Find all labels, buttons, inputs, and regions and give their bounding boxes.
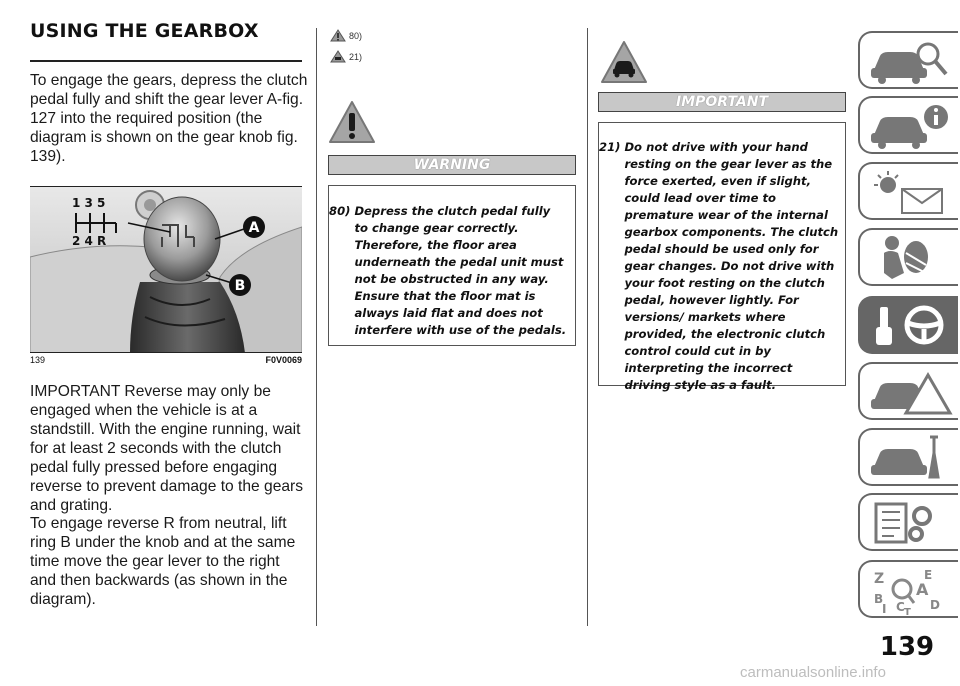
tab-specifications[interactable] [858,493,958,551]
title-underline [30,60,302,62]
section-title: USING THE GEARBOX [30,20,259,42]
important-box [598,122,846,392]
reference-80-label: 80) [349,30,363,41]
warning-item-number: 80) [329,204,351,218]
tab-car-emergency[interactable] [858,362,958,420]
svg-text:I: I [882,602,887,615]
watermark: carmanualsonline.info [740,664,886,681]
specifications-icon [866,498,958,548]
figure-code: F0V0069 [265,355,302,365]
tab-key-steering-wheel[interactable] [858,296,958,354]
svg-text:D: D [930,598,940,612]
paragraph-engage-reverse: To engage reverse R from neutral, lift ring B under the knob and at the same time move the gear lever to the right and then backwards (as shown in the diagram). [30,515,296,608]
important-heading: IMPORTANT [598,92,846,112]
svg-text:T: T [904,607,911,615]
tab-car-info[interactable] [858,96,958,154]
seat-airbag-icon [866,233,958,283]
car-hazard-triangle-icon [600,40,648,84]
warning-item-80 [329,203,567,339]
alphabetical-index-icon [866,565,958,615]
tab-car-maintenance[interactable] [858,428,958,486]
svg-text:C: C [896,600,905,614]
reference-21-label: 21) [349,51,363,62]
svg-text:B: B [874,592,884,606]
car-search-icon [866,36,958,86]
warning-triangle-icon [330,29,346,42]
warning-item-text: Depress the clutch pedal fully to change gear correctly. Therefore, the floor area underneath the pedal unit must not be obstructed in any way. Ensure that the floor mat is always laid flat and does not interfere with use of the pedals. [354,204,567,337]
figure-number: 139 [30,355,46,365]
car-maintenance-icon [866,433,958,483]
gear-knob-figure [30,186,302,353]
warning-triangle-icon [328,100,376,144]
svg-text:A: A [916,580,929,599]
column-divider-2 [587,28,588,626]
column-divider-1 [316,28,317,626]
gear-pattern-bottom: 2 4 R [72,234,107,248]
car-emergency-icon [866,367,958,417]
car-triangle-icon [330,50,346,63]
tab-alphabetical-index[interactable] [858,560,958,618]
tab-car-search[interactable] [858,31,958,89]
warning-lights-icon [866,167,958,217]
gear-pattern-top: 1 3 5 [72,196,106,210]
tab-seat-airbag[interactable] [858,228,958,286]
warning-box [328,185,576,346]
important-item-number: 21) [599,140,621,154]
paragraph-engage-gears: To engage the gears, depress the clutch pedal fully and shift the gear lever A-fig. 127 into the required position (the diagram is shown on the gear knob fig. 139). [30,72,308,165]
callout-a-label: A [248,220,260,236]
warning-heading: WARNING [328,155,576,175]
reference-important-21[interactable] [330,50,362,63]
page-number: 139 [879,632,935,662]
svg-text:Z: Z [874,571,885,587]
reference-warning-80[interactable] [330,29,362,42]
paragraph-reverse-important: IMPORTANT Reverse may only be engaged when the vehicle is at a standstill. With the engine running, wait for at least 2 seconds with the clutch pedal fully pressed before engaging reverse to prevent damage to the gears and grating. [30,383,304,514]
important-item-21 [599,139,839,394]
svg-text:E: E [924,568,933,582]
key-steering-wheel-icon [866,301,958,351]
figure-caption [30,352,302,367]
gear-lever-illustration [30,187,302,353]
tab-warning-lights[interactable] [858,162,958,220]
callout-b-label: B [234,278,246,294]
important-item-text: Do not drive with your hand resting on the gear lever as the force exerted, even if slight, could lead over time to premature wear of the internal gearbox components. The clutch pedal should be used only for gear changes. Do not drive with your foot resting on the clutch pedal, however lightly. For versions/ markets where provided, the electronic clutch control could cut in by interpreting the incorrect driving style as a fault. [624,140,839,392]
car-info-icon [866,101,958,151]
